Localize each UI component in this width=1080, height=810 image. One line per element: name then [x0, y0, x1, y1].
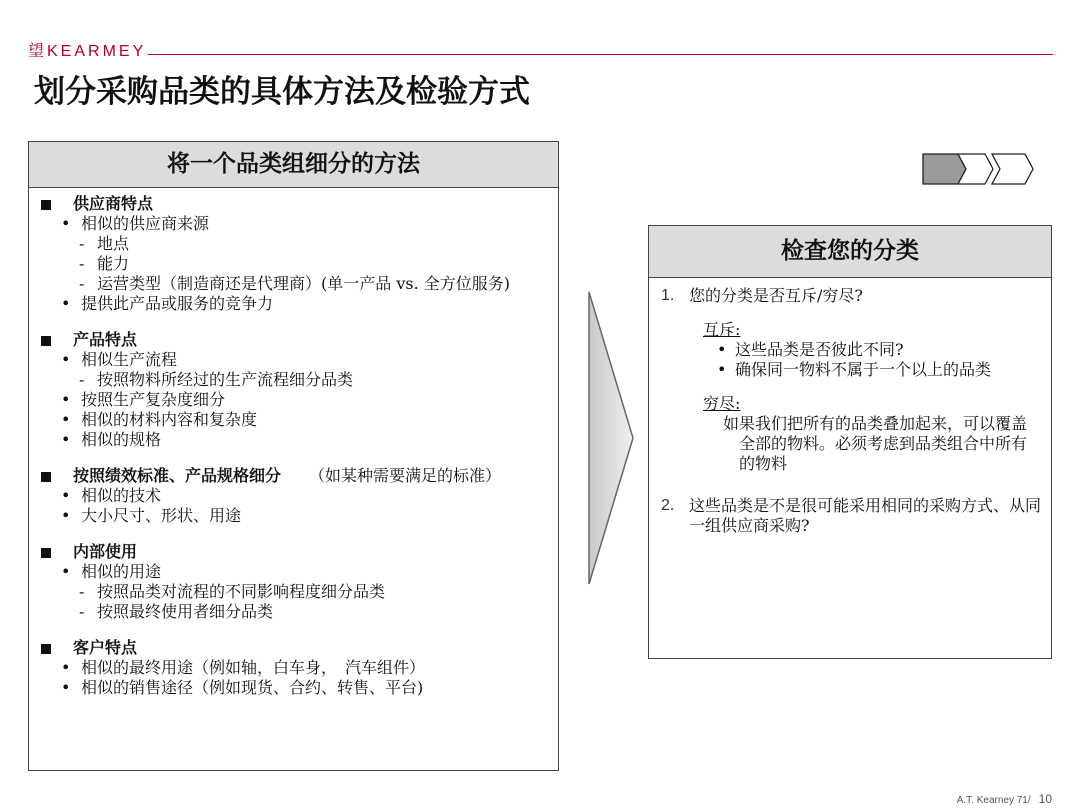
sub-bullet-item	[39, 274, 550, 294]
bullet-dot: •	[61, 350, 71, 369]
section-heading-text: 客户特点	[73, 638, 138, 657]
bullet-item	[39, 562, 550, 582]
bullet-dot: •	[61, 658, 71, 677]
bullet-item	[39, 410, 550, 430]
exhaust-label: 穷尽:	[703, 394, 741, 413]
bullet-item	[39, 486, 550, 506]
progress-chevrons	[922, 152, 1036, 186]
bullet-item	[39, 214, 550, 234]
mutex-label: 互斥:	[703, 320, 741, 339]
section	[39, 638, 550, 698]
square-bullet-icon	[41, 200, 51, 210]
bullet-dot: •	[61, 410, 71, 429]
section-heading-text: 供应商特点	[73, 194, 154, 213]
bullet-item	[39, 350, 550, 370]
bullet-dot: •	[61, 506, 71, 525]
section	[39, 466, 550, 526]
bullet-dash: -	[79, 582, 85, 601]
section	[39, 542, 550, 622]
footer	[957, 792, 1052, 806]
bullet-text: 按照物料所经过的生产流程细分品类	[97, 370, 354, 389]
transition-arrow	[585, 290, 637, 586]
sub-bullet-item	[39, 370, 550, 390]
section-heading	[39, 466, 550, 486]
exhaust-text: 如果我们把所有的品类叠加起来，可以覆盖全部的物料。必须考虑到品类组合中所有的物料	[723, 414, 1028, 473]
sub-bullet-item	[39, 234, 550, 254]
bullet-text: 相似的供应商来源	[81, 214, 210, 233]
bullet-text: 相似生产流程	[81, 350, 178, 369]
mutex-item	[661, 340, 1041, 360]
bullet-dot: •	[61, 678, 71, 697]
page-title: 划分采购品类的具体方法及检验方式	[34, 74, 530, 110]
bullet-dot: •	[717, 340, 727, 359]
bullet-text: 相似的规格	[81, 430, 162, 449]
bullet-dot: •	[717, 360, 727, 379]
bullet-text: 相似的用途	[81, 562, 162, 581]
square-bullet-icon	[41, 644, 51, 654]
bullet-dot: •	[61, 486, 71, 505]
bullet-dot: •	[61, 214, 71, 233]
segmentation-methods-list	[29, 188, 558, 698]
bullet-dash: -	[79, 234, 85, 253]
bullet-dot: •	[61, 562, 71, 581]
bullet-text: 相似的材料内容和复杂度	[81, 410, 258, 429]
section-heading-note: （如某种需要满足的标准）	[309, 466, 502, 485]
square-bullet-icon	[41, 336, 51, 346]
bullet-dot: •	[61, 430, 71, 449]
mutex-item-text: 确保同一物料不属于一个以上的品类	[735, 360, 992, 379]
bullet-dash: -	[79, 274, 85, 293]
bullet-text: 按照品类对流程的不同影响程度细分品类	[97, 582, 386, 601]
sub-bullet-item	[39, 254, 550, 274]
section-heading-text: 产品特点	[73, 330, 138, 349]
page-number: 10	[1038, 792, 1052, 806]
chevron-step-1	[923, 154, 966, 184]
bullet-text: 按照生产复杂度细分	[81, 390, 226, 409]
section-heading	[39, 542, 550, 562]
question-1	[661, 286, 1041, 306]
sub-bullet-item	[39, 602, 550, 622]
bullet-text: 按照最终使用者细分品类	[97, 602, 274, 621]
bullet-text: 能力	[97, 254, 130, 273]
segmentation-methods-title: 将一个品类组细分的方法	[29, 142, 558, 188]
bullet-item	[39, 658, 550, 678]
bullet-dash: -	[79, 254, 85, 273]
bullet-item	[39, 294, 550, 314]
bullet-text: 地点	[97, 234, 130, 253]
section-heading	[39, 638, 550, 658]
section	[39, 330, 550, 450]
bullet-text: 相似的最终用途（例如轴，白车身， 汽车组件）	[81, 658, 426, 677]
sub-bullet-item	[39, 582, 550, 602]
square-bullet-icon	[41, 472, 51, 482]
section-heading	[39, 194, 550, 214]
section-heading-text: 内部使用	[73, 542, 138, 561]
bullet-item	[39, 506, 550, 526]
bullet-item	[39, 430, 550, 450]
bullet-text: 运营类型（制造商还是代理商）(单一产品 vs. 全方位服务)	[97, 274, 510, 293]
bullet-text: 相似的技术	[81, 486, 162, 505]
question-2	[661, 496, 1041, 536]
check-classification-body	[649, 278, 1051, 536]
section	[39, 194, 550, 314]
section-heading-text: 按照绩效标准、产品规格细分	[73, 466, 282, 485]
question-2-text: 这些品类是不是很可能采用相同的采购方式、从同一组供应商采购?	[689, 496, 1042, 535]
section-heading	[39, 330, 550, 350]
bullet-item	[39, 678, 550, 698]
bullet-item	[39, 390, 550, 410]
mutex-item-text: 这些品类是否彼此不同?	[735, 340, 904, 359]
check-classification-title: 检查您的分类	[649, 226, 1051, 278]
bullet-dash: -	[79, 370, 85, 389]
bullet-dot: •	[61, 390, 71, 409]
mutex-item	[661, 360, 1041, 380]
question-1-number: 1.	[661, 287, 675, 304]
segmentation-methods-panel	[28, 141, 559, 771]
bullet-text: 提供此产品或服务的竞争力	[81, 294, 274, 313]
check-classification-panel	[648, 225, 1052, 659]
header-rule	[148, 54, 1053, 55]
question-2-number: 2.	[661, 497, 675, 514]
brand-logo: 望KEARMEY	[28, 43, 147, 60]
square-bullet-icon	[41, 548, 51, 558]
chevron-step-3	[992, 154, 1033, 184]
question-1-text: 您的分类是否互斥/穷尽?	[689, 286, 863, 305]
bullet-text: 相似的销售途径（例如现货、合约、转售、平台)	[81, 678, 424, 697]
bullet-dash: -	[79, 602, 85, 621]
bullet-text: 大小尺寸、形状、用途	[81, 506, 242, 525]
bullet-dot: •	[61, 294, 71, 313]
footer-source: A.T. Kearney 71/	[956, 795, 1031, 806]
